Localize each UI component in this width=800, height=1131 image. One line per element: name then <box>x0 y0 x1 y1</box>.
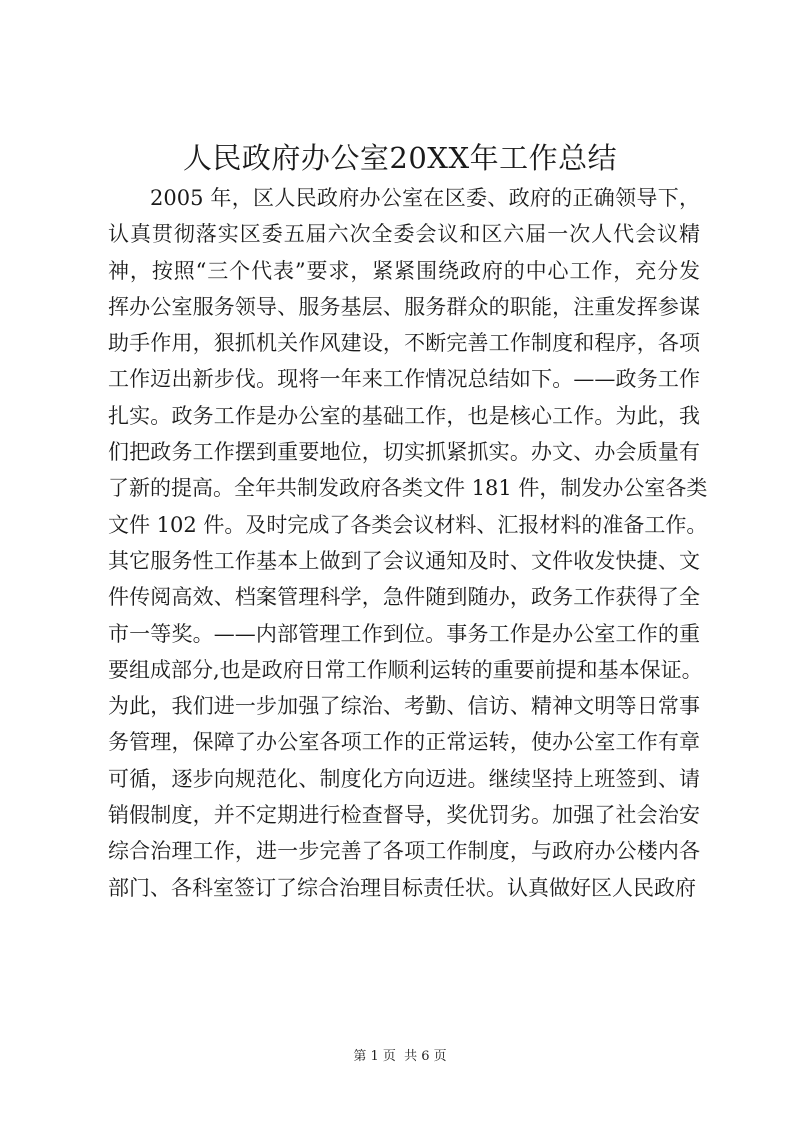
page-footer <box>0 1048 800 1066</box>
body-line: 销假制度，并不定期进行检查督导，奖优罚劣。加强了社会治安 <box>108 803 700 828</box>
body-line: 文件 102 件。及时完成了各类会议材料、汇报材料的准备工作。 <box>108 512 708 537</box>
body-line: 挥办公室服务领导、服务基层、服务群众的职能，注重发挥参谋 <box>108 294 700 319</box>
document-title: 人民政府办公室20XX年工作总结 <box>182 141 618 175</box>
body-line: 工作迈出新步伐。现将一年来工作情况总结如下。——政务工作 <box>108 367 700 392</box>
body-line: 们把政务工作摆到重要地位，切实抓紧抓实。办文、办会质量有 <box>108 440 700 465</box>
body-line: 件传阅高效、档案管理科学，急件随到随办，政务工作获得了全 <box>108 585 700 610</box>
body-line: 2005 年，区人民政府办公室在区委、政府的正确领导下， <box>150 186 700 210</box>
body-line: 助手作用，狠抓机关作风建设，不断完善工作制度和程序，各项 <box>108 331 700 356</box>
page-total: 共 6 页 <box>404 1049 447 1064</box>
body-line: 要组成部分,也是政府日常工作顺利运转的重要前提和基本保证。 <box>108 657 703 682</box>
document-body <box>108 180 708 906</box>
body-line: 可循，逐步向规范化、制度化方向迈进。继续坚持上班签到、请 <box>108 766 700 791</box>
body-line: 扎实。政务工作是办公室的基础工作，也是核心工作。为此，我 <box>108 403 700 428</box>
body-line: 务管理，保障了办公室各项工作的正常运转，使办公室工作有章 <box>108 730 700 755</box>
body-line: 部门、各科室签订了综合治理目标责任状。认真做好区人民政府 <box>108 875 696 900</box>
body-line: 为此，我们进一步加强了综治、考勤、信访、精神文明等日常事 <box>108 694 700 719</box>
body-line: 神，按照“三个代表”要求，紧紧围绕政府的中心工作，充分发 <box>108 258 700 283</box>
body-line: 市一等奖。——内部管理工作到位。事务工作是办公室工作的重 <box>108 621 700 646</box>
body-line: 其它服务性工作基本上做到了会议通知及时、文件收发快捷、文 <box>108 548 700 573</box>
body-line: 综合治理工作，进一步完善了各项工作制度，与政府办公楼内各 <box>108 839 700 864</box>
body-line: 了新的提高。全年共制发政府各类文件 181 件，制发办公室各类 <box>108 476 708 501</box>
body-line: 认真贯彻落实区委五届六次全委会议和区六届一次人代会议精 <box>108 222 700 247</box>
page-number: 第 1 页 <box>353 1049 396 1064</box>
